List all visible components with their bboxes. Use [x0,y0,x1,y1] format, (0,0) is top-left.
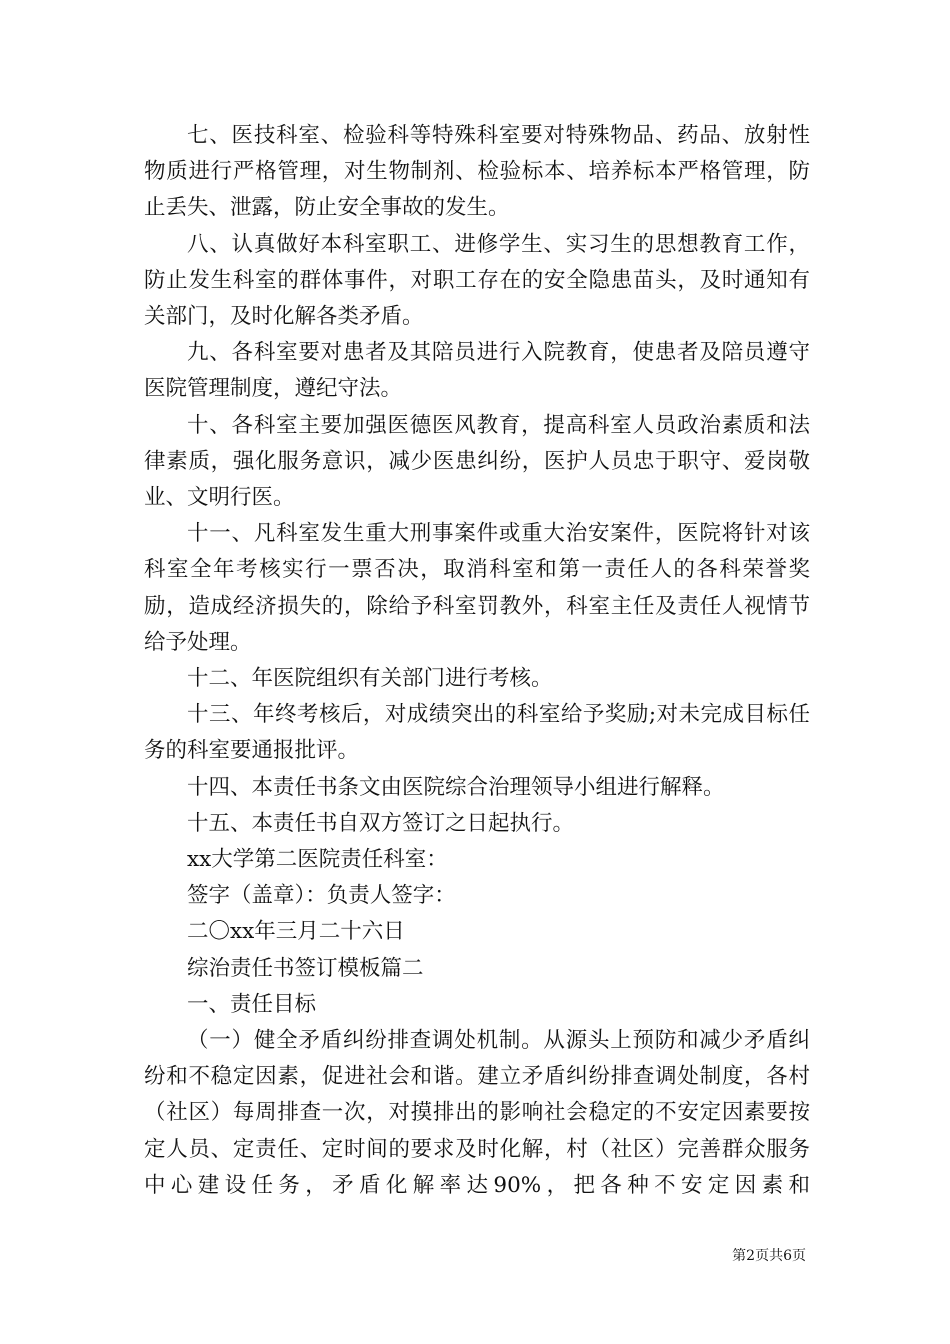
page-number: 第2页共6页 [732,1248,806,1264]
signature-date-line: 二〇xx年三月二十六日 [187,919,405,945]
paragraph-goal-1: （一）健全矛盾纠纷排查调处机制。从源头上预防和减少矛盾纠纷和不稳定因素，促进社会和谐。建立矛盾纠纷排查调处制度，各村（社区）每周排查一次，对摸排出的影响社会稳定的不安定因素要按定人员、定责任、定时间的要求及时化解，村（社区）完善群众服务中心建设任务，矛盾化解率达90%，把各种不安定因素和 [144,1028,810,1198]
page-footer [0,1245,806,1265]
paragraph-9: 九、各科室要对患者及其陪员进行入院教育，使患者及陪员遵守医院管理制度，遵纪守法。 [144,340,810,402]
signature-hospital-line: xx大学第二医院责任科室： [187,847,448,873]
heading-responsibility-goals: 一、责任目标 [187,991,317,1017]
paragraph-10: 十、各科室主要加强医德医风教育，提高科室人员政治素质和法律素质，强化服务意识，减少医患纠纷，医护人员忠于职守、爱岗敬业、文明行医。 [144,412,810,511]
paragraph-8: 八、认真做好本科室职工、进修学生、实习生的思想教育工作，防止发生科室的群体事件，对职工存在的安全隐患苗头，及时通知有关部门，及时化解各类矛盾。 [144,231,810,330]
paragraph-7: 七、医技科室、检验科等特殊科室要对特殊物品、药品、放射性物质进行严格管理，对生物制剂、检验标本、培养标本严格管理，防止丢失、泄露，防止安全事故的发生。 [144,123,810,221]
signature-sign-line: 签字（盖章）：负责人签字： [187,883,456,909]
section-title-part-two: 综治责任书签订模板篇二 [187,955,424,981]
paragraph-13: 十三、年终考核后，对成绩突出的科室给予奖励;对未完成目标任务的科室要通报批评。 [144,702,810,764]
paragraph-14: 十四、本责任书条文由医院综合治理领导小组进行解释。 [187,774,725,800]
paragraph-15: 十五、本责任书自双方签订之日起执行。 [187,810,575,836]
paragraph-12: 十二、年医院组织有关部门进行考核。 [187,666,553,692]
document-body [144,118,810,1204]
paragraph-11: 十一、凡科室发生重大刑事案件或重大治安案件，医院将针对该科室全年考核实行一票否决，取消科室和第一责任人的各科荣誉奖励，造成经济损失的，除给予科室罚教外，科室主任及责任人视情节给予处理。 [144,521,810,655]
